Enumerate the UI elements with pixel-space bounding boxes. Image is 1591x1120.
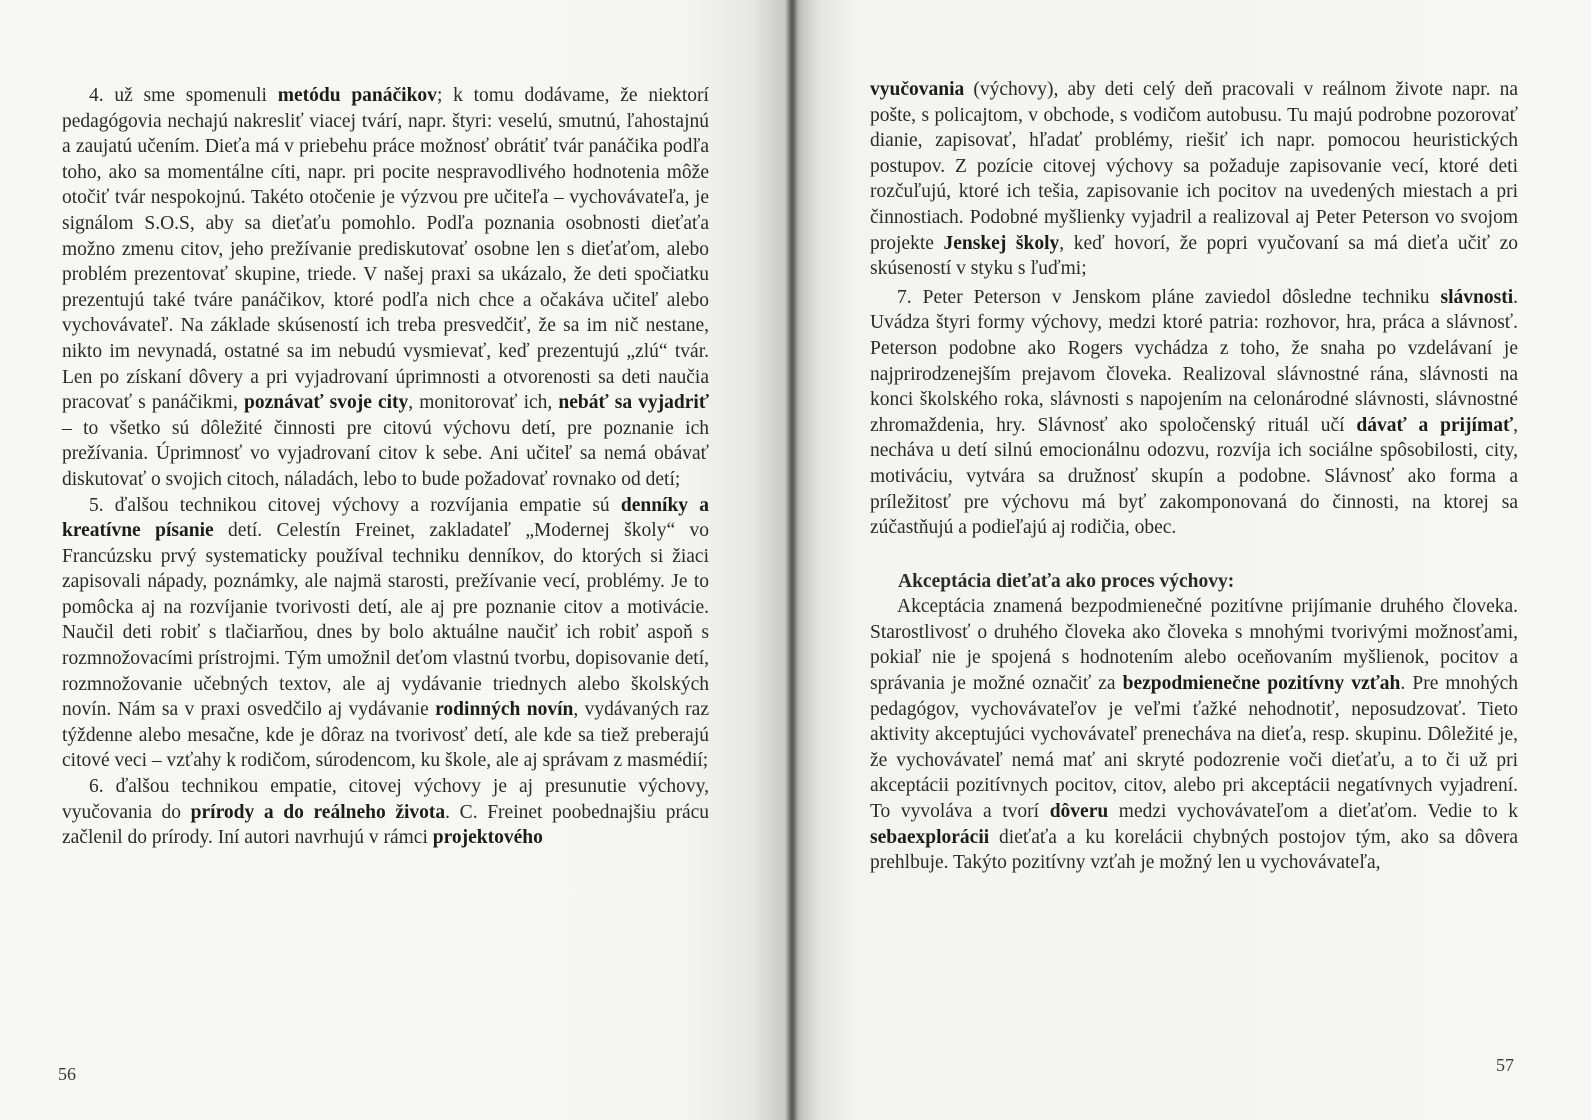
- text-run: ; k tomu dodávame, že niektorí pedagógovia nechajú nakresliť viacej tvárí, napr. štyri: veselú, smutnú, ľahostajnú a zaujatú učením. Dieťa má v priebehu práce možnosť obrátiť tvár panáčika podľa toho, ako sa momentálne cíti, napr. pri pocite nespravodlivého hodnotenia môže otočiť tvár nespokojnú. Takéto otočenie je výzvou pre učiteľa – vychovávateľa, je signálom S.O.S, aby sa dieťaťu pomohlo. Podľa poznania osobnosti dieťaťa možno zmenu citov, jeho prežívanie prediskutovať osobne len s dieťaťom, alebo problém prezentovať skupine, triede. V našej praxi sa ukázalo, že deti spočiatku prezentujú také tváre panáčikov, ktoré podľa nich chce a očakáva učiteľ alebo vychovávateľ. Na základe skúseností ich treba presvedčiť, že sa im nič nestane, nikto im nevynadá, ostatné sa im nebudú vysmievať, keď prezentujú „zlú“ tvár. Len po získaní dôvery a pri vyjadrovaní úprimnosti a otvorenosti sa deti naučia pracovať s panáčikmi,: [62, 85, 709, 414]
- text-run: . Uvádza štyri formy výchovy, medzi ktoré patria: rozhovor, hra, práca a slávnosť. Peterson podobne ako Rogers vychádza z toho, že snaha po vzdelávaní je najprirodzenejším prejavom človeka. Realizoval slávnostné rána, slávnosti na konci školského roka, slávnosti s napojením na celonárodné slávnosti, slávnostné zhromaždenia, hry. Slávnosť ako spoločenský rituál učí: [870, 286, 1518, 436]
- left-page-text: [62, 83, 709, 851]
- text-run: , monitorovať ich,: [408, 392, 559, 414]
- paragraph-akceptacia: [870, 594, 1518, 876]
- bold-term-davat-a-prijimat: dávať a prijímať: [1356, 414, 1514, 436]
- page-number-right: 57: [1496, 1055, 1514, 1075]
- bold-term-nebat-sa-vyjadrit: nebáť sa vyjadriť: [558, 392, 709, 414]
- text-run: dieťaťa a ku korelácii chybných postojov tým, ako sa dôvera prehlbuje. Takýto pozitívny vzťah je možný len u vychovávateľa,: [870, 826, 1518, 874]
- bold-term-projektove: projektového: [432, 827, 543, 849]
- text-run: 5. ďalšou technikou citovej výchovy a rozvíjania empatie sú: [89, 494, 621, 516]
- book-gutter: [786, 0, 798, 1120]
- paragraph-item-4: [62, 83, 709, 493]
- bold-term-bezpodmienecne-pozitivny-vztah: bezpodmienečne pozitívny vzťah: [1122, 673, 1401, 695]
- bold-term-metoda-panacikov: metódu panáčikov: [277, 85, 437, 106]
- left-page: [0, 0, 792, 1120]
- bold-term-rodinne-noviny: rodinných novín: [435, 699, 574, 721]
- paragraph-item-6-continued: [870, 77, 1518, 282]
- text-run: 7. Peter Peterson v Jenskom pláne zaviedol dôsledne techniku: [897, 286, 1441, 308]
- text-run: 6. ďalšou technikou empatie, citovej výchovy je aj presunutie výchovy, vyučovania do: [62, 776, 709, 823]
- bold-term-doveru: dôveru: [1049, 801, 1109, 823]
- bold-term-denniky: denníky a kreatívne písanie: [62, 494, 709, 542]
- text-run: . C. Freinet poobednajšiu prácu začlenil do prírody. Iní autori navrhujú v rámci: [62, 801, 710, 849]
- right-page-text: [870, 77, 1518, 876]
- page-number-left: 56: [58, 1064, 76, 1084]
- bold-term-priroda: prírody a do reálneho života: [190, 801, 446, 823]
- text-run: detí. Celestín Freinet, zakladateľ „Modernej školy“ vo Francúzsku prvý systematicky používal techniku denníkov, do ktorých si žiaci zapisovali nápady, poznámky, ale najmä starosti, prežívanie vecí, problémy. Je to pomôcka aj na rozvíjanie tvorivosti detí, ale aj pre poznanie citov a motivácie. Naučil deti robiť s tlačiarňou, dnes by bolo aktuálne naučiť ich robiť aspoň s rozmnožovacími prístrojmi. Tým umožnil deťom vlastnú tvorbu, dopisovanie detí, rozmnožovanie učebných textov, ale aj vydávanie triednych alebo školských novín. Nám sa v praxi osvedčilo aj vydávanie: [62, 520, 709, 721]
- paragraph-item-5: [62, 493, 709, 775]
- bold-term-jenska-skola: Jenskej školy: [943, 232, 1060, 254]
- text-run: , vydávaných raz týždenne alebo mesačne, kde je dôraz na tvorivosť detí, ale kde sa tiež preberajú citové veci – vzťahy k rodičom, súrodencom, ku škole, ale aj správam z masmédií;: [62, 699, 709, 772]
- text-run: Akceptácia znamená bezpodmienečné pozitívne prijímanie druhého človeka. Starostlivosť o druhého človeka ako človeka s mnohými tvorivými možnosťami, pokiaľ nie je spojená s hodnotením alebo oceňovaním myšlienok, pocitov a správania je možné označiť za: [870, 596, 1518, 695]
- bold-term-slavnosti: slávnosti: [1440, 286, 1514, 308]
- paragraph-item-7: [870, 285, 1518, 541]
- bold-term-sebaexploracii: sebaexplorácii: [870, 826, 990, 848]
- text-run: – to všetko sú dôležité činnosti pre citovú výchovu detí, pre poznanie ich prežívania. Úprimnosť vo vyjadrovaní citov k sebe. Ani učiteľ sa nemá obávať diskutovať o svojich citoch, náladách, lebo to bude požadovať rovnako od detí;: [62, 417, 709, 490]
- text-run: (výchovy), aby deti celý deň pracovali v reálnom živote napr. na pošte, s policajtom, v obchode, s vodičom autobusu. Tu majú podrobne pozorovať dianie, zapisovať, hľadať problémy, riešiť ich napr. pomocou heuristických postupov. Z pozície citovej výchovy sa požaduje zapisovanie vecí, ktoré deti rozčuľujú, ktoré ich tešia, zapisovanie ich pocitov na uvedených miestach a pri činnostiach. Podobné myšlienky vyjadril a realizoval aj Peter Peterson vo svojom projekte: [870, 79, 1518, 254]
- bold-term-vyucovania: vyučovania: [870, 79, 965, 100]
- right-page: [792, 0, 1591, 1120]
- text-run: , necháva u detí silnú emocionálnu odozvu, rozvíja ich sociálne spôsobilosti, city, motiváciu, vytvára sa družnosť skupín a podobne. Slávnosť ako forma a príležitosť pre výchovu má byť zakomponovaná do činnosti, na ktorej sa zúčastňujú a podieľajú aj rodičia, obec.: [870, 414, 1518, 539]
- text-run: 4. už sme spomenuli: [89, 85, 278, 106]
- section-heading: Akceptácia dieťaťa ako proces výchovy:: [898, 570, 1235, 592]
- paragraph-item-6: [62, 774, 709, 851]
- bold-term-poznavat-svoje-city: poznávať svoje city: [244, 392, 409, 414]
- text-run: . Pre mnohých pedagógov, vychovávateľov je veľmi ťažké nehodnotiť, neposudzovať. Tieto aktivity akceptujúci vychovávateľ prenecháva na dieťa, resp. skupinu. Dôležité je, že vychovávateľ nemá mať ani skryté podozrenie voči dieťaťu, a to či už pri akceptácii pozitívnych pocitov, citov, alebo pri akceptácii negatívnych vyjadrení. To vyvoláva a tvorí: [870, 673, 1518, 823]
- text-run: medzi vychovávateľom a dieťaťom. Vedie to k: [1108, 801, 1518, 823]
- text-run: , keď hovorí, že popri vyučovaní sa má dieťa učiť zo skúseností v styku s ľuďmi;: [870, 232, 1518, 280]
